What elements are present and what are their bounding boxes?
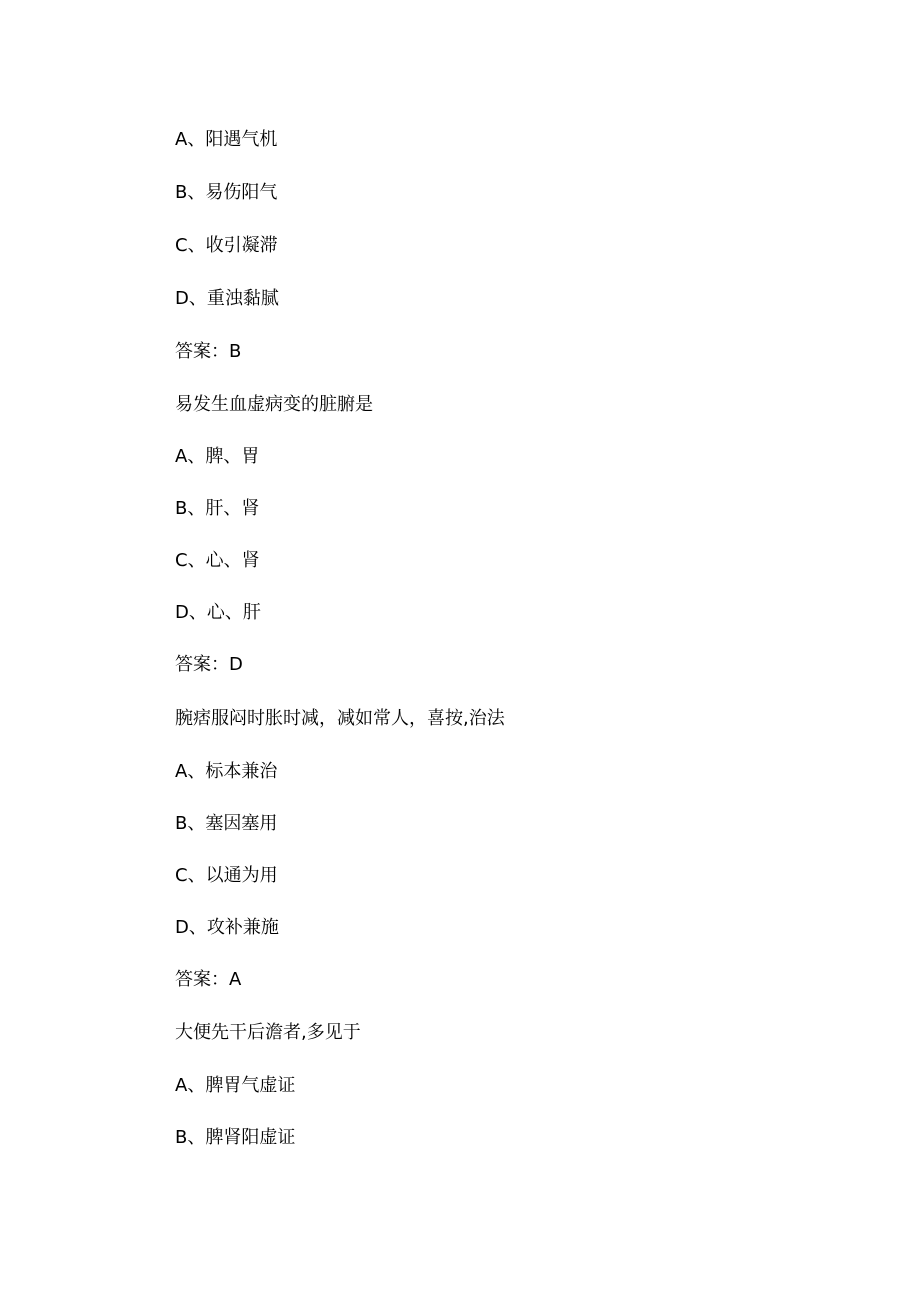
option-a: A、脾胃气虚证 — [175, 1075, 296, 1096]
option-c: C、以通为用 — [175, 865, 278, 886]
option-b: B、塞因塞用 — [175, 813, 278, 834]
question: 大便先干后澹者,多见于 — [175, 1022, 361, 1043]
option-b: B、肝、肾 — [175, 498, 260, 519]
option-a: A、标本兼治 — [175, 761, 278, 782]
option-d: D、重浊黏腻 — [175, 288, 279, 309]
option-a: A、脾、胃 — [175, 446, 260, 467]
option-b: B、易伤阳气 — [175, 182, 278, 203]
question: 易发生血虚病变的脏腑是 — [175, 394, 373, 415]
option-c: C、心、肾 — [175, 550, 260, 571]
answer: 答案：D — [175, 654, 243, 675]
option-b: B、脾肾阳虚证 — [175, 1127, 296, 1148]
option-c: C、收引凝滞 — [175, 235, 278, 256]
option-d: D、心、肝 — [175, 602, 261, 623]
option-d: D、攻补兼施 — [175, 917, 279, 938]
option-a: A、阳遇气机 — [175, 129, 278, 150]
question: 腕痞服闷时胀时减，减如常人，喜按,治法 — [175, 708, 505, 729]
answer: 答案：B — [175, 341, 242, 362]
answer: 答案：A — [175, 969, 242, 990]
